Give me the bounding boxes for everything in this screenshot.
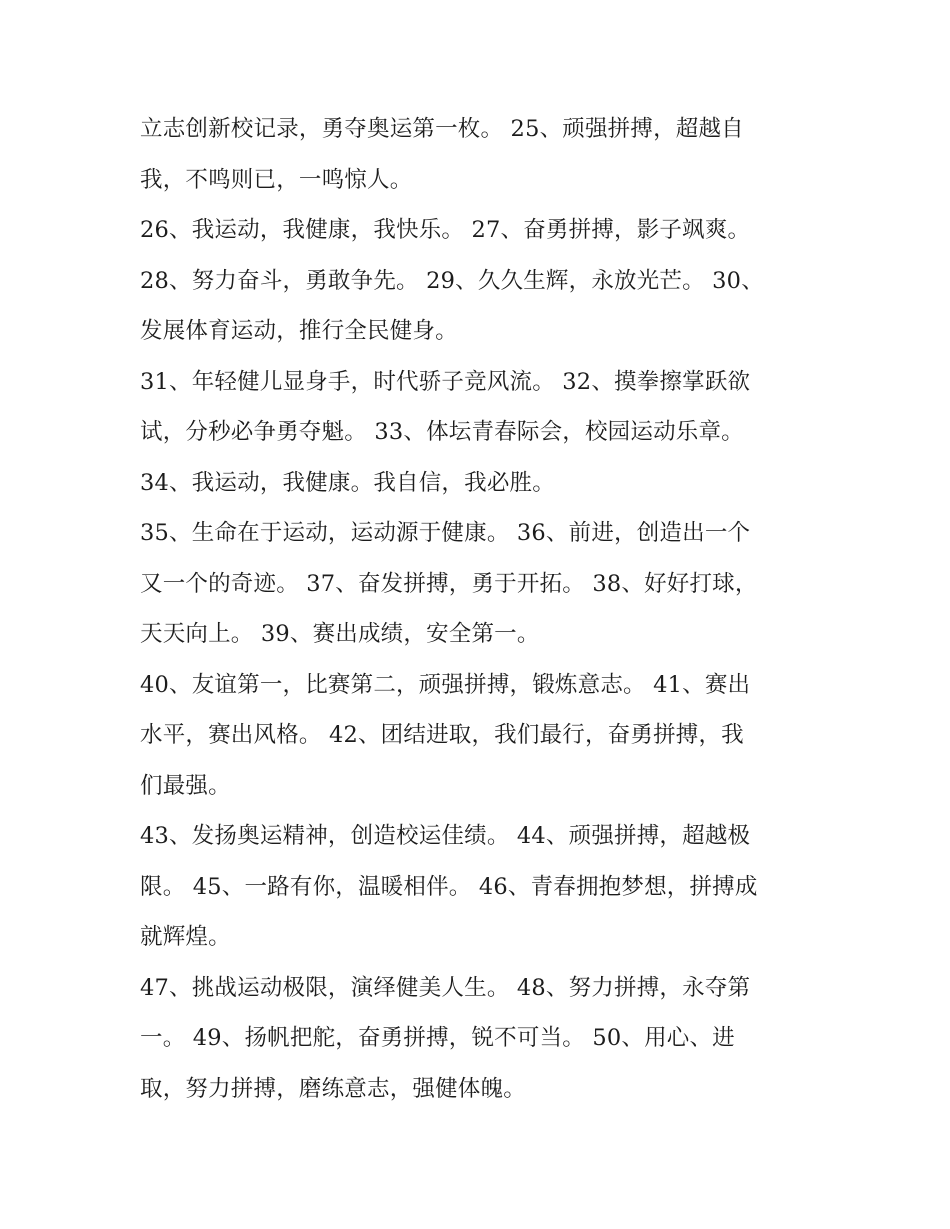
text-line: 一。 49、扬帆把舵，奋勇拼搏，锐不可当。 50、用心、进 [140, 1025, 735, 1051]
text-line: 又一个的奇迹。 37、奋发拼搏，勇于开拓。 38、好好打球， [140, 570, 758, 597]
text-line: 26、我运动，我健康，我快乐。 27、奋勇拼搏，影子飒爽。 [140, 217, 751, 243]
text-line: 立志创新校记录，勇夺奥运第一枚。 25、顽强拼搏，超越自 [140, 116, 744, 142]
text-line: 限。 45、一路有你，温暖相伴。 46、青春拥抱梦想，拼搏成 [140, 873, 758, 900]
text-line: 就辉煌。 [140, 924, 231, 950]
text-line: 28、努力奋斗，勇敢争先。 29、久久生辉，永放光芒。 30、 [140, 267, 764, 294]
text-line: 我，不鸣则已，一鸣惊人。 [140, 166, 413, 193]
text-line: 们最强。 [140, 772, 231, 799]
text-line: 天天向上。 39、赛出成绩，安全第一。 [140, 621, 540, 647]
text-line: 34、我运动，我健康。我自信，我必胜。 [140, 469, 555, 496]
text-line: 取，努力拼搏，磨练意志，强健体魄。 [140, 1075, 526, 1102]
text-line: 发展体育运动，推行全民健身。 [140, 318, 458, 344]
text-line: 31、年轻健儿显身手，时代骄子竞风流。 32、摸拳擦掌跃欲 [140, 368, 751, 395]
slogan-text-block [140, 104, 820, 1114]
text-line: 试，分秒必争勇夺魁。 33、体坛青春际会，校园运动乐章。 [140, 419, 744, 445]
text-line: 40、友谊第一，比赛第二，顽强拼搏，锻炼意志。 41、赛出 [140, 671, 751, 698]
text-line: 35、生命在于运动，运动源于健康。 36、前进，创造出一个 [140, 520, 751, 546]
text-line: 水平，赛出风格。 42、团结进取，我们最行，奋勇拼搏，我 [140, 722, 744, 748]
text-line: 43、发扬奥运精神，创造校运佳绩。 44、顽强拼搏，超越极 [140, 823, 751, 849]
text-line: 47、挑战运动极限，演绎健美人生。 48、努力拼搏，永夺第 [140, 974, 751, 1001]
